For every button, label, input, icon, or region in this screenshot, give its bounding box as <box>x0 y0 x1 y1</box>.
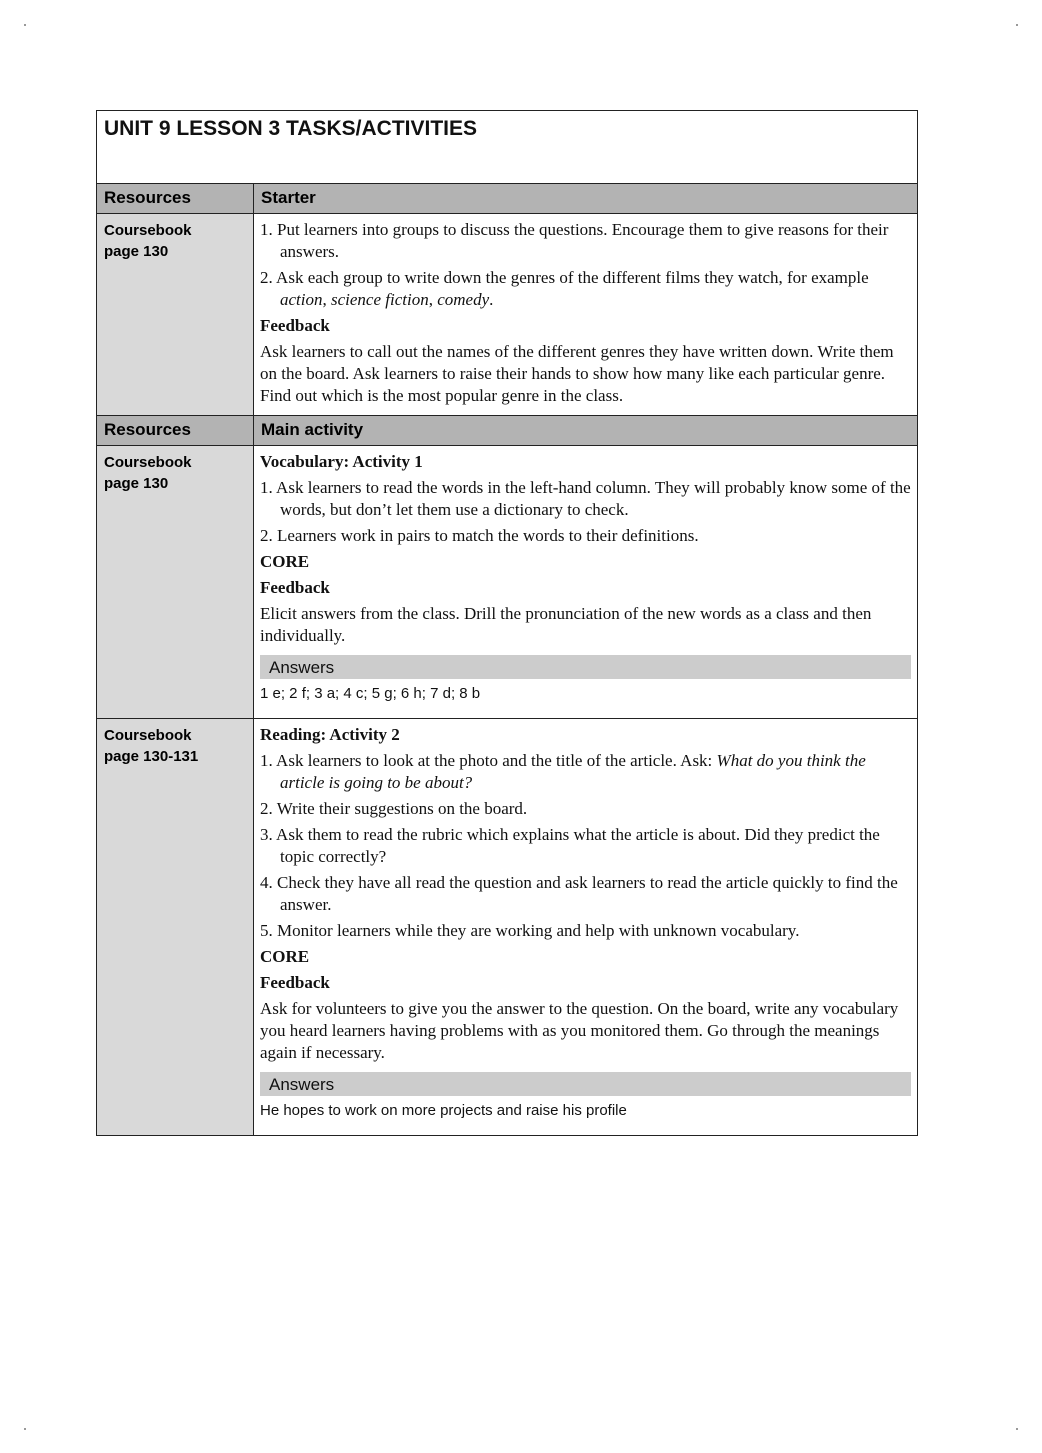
subheading <box>260 551 911 573</box>
answers-text <box>260 1101 911 1121</box>
text: , <box>322 290 331 309</box>
resource-cell <box>97 446 254 719</box>
answers-heading <box>260 1072 911 1096</box>
text: Answers <box>269 1075 335 1094</box>
list-item <box>260 872 911 916</box>
list-item <box>260 824 911 868</box>
text: CORE <box>260 947 310 966</box>
subheading <box>260 972 911 994</box>
list-item <box>260 920 911 942</box>
text: Reading: Activity 2 <box>260 725 400 744</box>
text: Answers <box>269 658 335 677</box>
text: 2. Write their suggestions on the board. <box>260 799 528 818</box>
paragraph <box>260 998 911 1064</box>
text: 2. Learners work in pairs to match the words to their definitions. <box>260 526 699 545</box>
text: , <box>428 290 438 309</box>
list-item <box>260 267 911 311</box>
resource-line: Coursebook <box>104 454 192 471</box>
subheading <box>260 724 911 746</box>
resource-line: page 130-131 <box>104 748 199 765</box>
subheading <box>260 577 911 599</box>
page-title: UNIT 9 LESSON 3 TASKS/ACTIVITIES <box>97 111 918 184</box>
activity-content <box>254 719 918 1136</box>
resource-line: Coursebook <box>104 222 192 239</box>
resources-header: Resources <box>97 184 254 214</box>
resource-cell <box>97 719 254 1136</box>
text: 1 e; 2 f; 3 a; 4 c; 5 g; 6 h; 7 d; 8 b <box>260 685 481 702</box>
italic-text: comedy <box>437 290 490 309</box>
resources-header: Resources <box>97 416 254 446</box>
list-item <box>260 525 911 547</box>
text: 3. Ask them to read the rubric which explains what the article is about. Did they predict the topic correctly? <box>260 825 880 866</box>
text: He hopes to work on more projects and raise his profile <box>260 1102 627 1119</box>
text: CORE <box>260 552 310 571</box>
text: 1. Put learners into groups to discuss the questions. Encourage them to give reasons for their answers. <box>260 220 889 261</box>
section-title: Starter <box>254 184 918 214</box>
text: Ask learners to call out the names of the different genres they have written down. Write them on the board. Ask learners to raise their hands to show how many like each particular genre. Find out which is the most popular genre in the class. <box>260 342 894 405</box>
resource-cell <box>97 214 254 416</box>
activity-content <box>254 214 918 416</box>
text: Ask for volunteers to give you the answer to the question. On the board, write any vocabulary you heard learners having problems with as you monitored them. Go through the meanings again if necessary. <box>260 999 899 1062</box>
text: 2. Ask each group to write down the genres of the different films they watch, for example <box>260 268 869 287</box>
list-item <box>260 750 911 794</box>
text: Feedback <box>260 973 330 992</box>
text: Vocabulary: Activity 1 <box>260 452 423 471</box>
paragraph <box>260 341 911 407</box>
paragraph <box>260 603 911 647</box>
subheading <box>260 946 911 968</box>
italic-text: science fiction <box>331 290 429 309</box>
text: 5. Monitor learners while they are working and help with unknown vocabulary. <box>260 921 800 940</box>
activity-row <box>97 214 918 416</box>
text: 1. Ask learners to look at the photo and the title of the article. Ask: <box>260 751 717 770</box>
resource-line: Coursebook <box>104 727 192 744</box>
answers-text <box>260 684 911 704</box>
answers-heading <box>260 655 911 679</box>
subheading <box>260 451 911 473</box>
subheading <box>260 315 911 337</box>
resource-line: page 130 <box>104 475 169 492</box>
list-item <box>260 798 911 820</box>
resource-line: page 130 <box>104 243 169 260</box>
text: . <box>489 290 494 309</box>
italic-text: action <box>280 290 323 309</box>
list-item <box>260 219 911 263</box>
lesson-table <box>96 110 918 1136</box>
text: Elicit answers from the class. Drill the pronunciation of the new words as a class and then individually. <box>260 604 872 645</box>
italic-text: What do you think the article is going to be about? <box>280 751 866 792</box>
activity-row <box>97 446 918 719</box>
activity-row <box>97 719 918 1136</box>
text: Feedback <box>260 578 330 597</box>
text: Feedback <box>260 316 330 335</box>
crop-mark <box>24 24 26 26</box>
text: 4. Check they have all read the question and ask learners to read the article quickly to find the answer. <box>260 873 898 914</box>
section-header <box>97 416 918 446</box>
section-title: Main activity <box>254 416 918 446</box>
crop-mark <box>1016 1428 1018 1430</box>
text: 1. Ask learners to read the words in the left-hand column. They will probably know some of the words, but don’t let them use a dictionary to check. <box>260 478 911 519</box>
activity-content <box>254 446 918 719</box>
list-item <box>260 477 911 521</box>
crop-mark <box>24 1428 26 1430</box>
crop-mark <box>1016 24 1018 26</box>
section-header <box>97 184 918 214</box>
